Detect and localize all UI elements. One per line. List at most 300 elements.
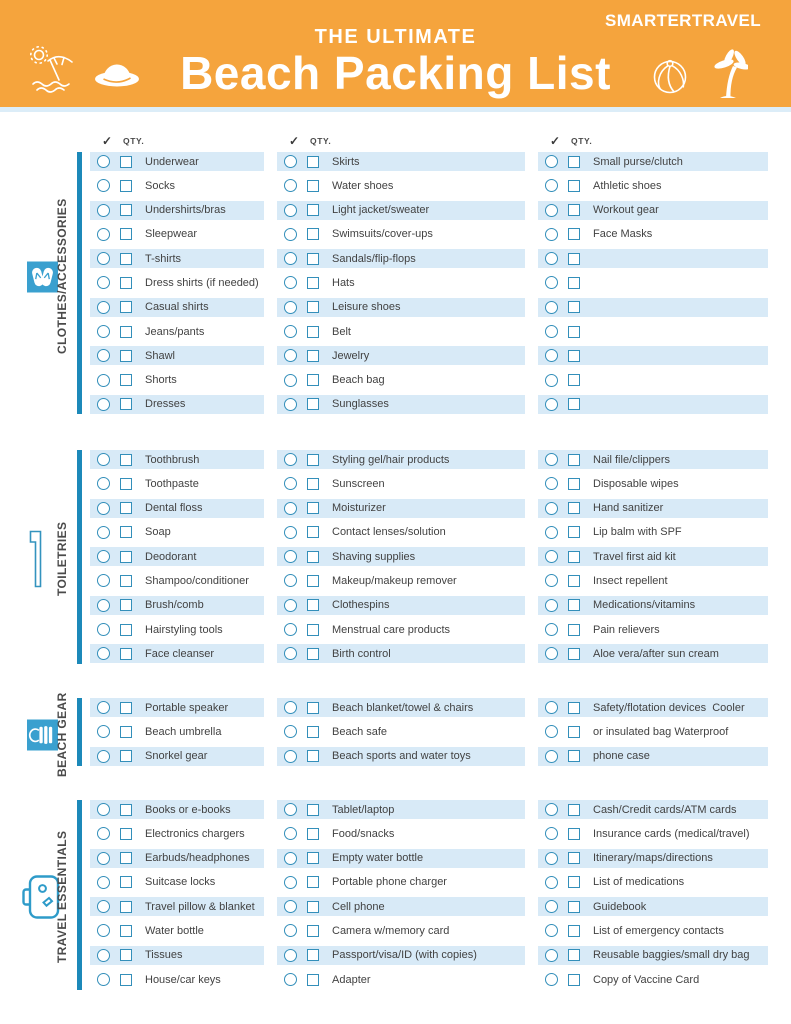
check-circle[interactable] — [545, 349, 558, 362]
checklist-row — [538, 176, 768, 195]
item-label: Camera w/memory card — [332, 924, 450, 937]
checklist-row — [90, 722, 264, 741]
check-circle[interactable] — [545, 647, 558, 660]
check-circle[interactable] — [545, 725, 558, 738]
checklist-row — [90, 873, 264, 892]
qty-box[interactable] — [307, 526, 319, 538]
check-circle[interactable] — [545, 179, 558, 192]
check-circle[interactable] — [545, 574, 558, 587]
qty-column-header: QTY. — [310, 135, 332, 146]
qty-box[interactable] — [568, 277, 580, 289]
qty-box[interactable] — [568, 301, 580, 313]
check-circle[interactable] — [284, 949, 297, 962]
section-accent-bar — [77, 800, 82, 990]
qty-box[interactable] — [307, 478, 319, 490]
qty-box[interactable] — [568, 575, 580, 587]
check-circle[interactable] — [97, 477, 110, 490]
check-circle[interactable] — [545, 325, 558, 338]
check-circle[interactable] — [545, 973, 558, 986]
check-circle[interactable] — [545, 623, 558, 636]
qty-box[interactable] — [120, 526, 132, 538]
item-label: Face Masks — [593, 228, 653, 241]
column-header — [90, 134, 264, 147]
qty-box[interactable] — [120, 901, 132, 913]
check-circle[interactable] — [545, 204, 558, 217]
checklist-column — [538, 800, 768, 994]
item-label: Underwear — [145, 155, 199, 168]
qty-box[interactable] — [568, 454, 580, 466]
qty-box[interactable] — [120, 350, 132, 362]
qty-box[interactable] — [120, 180, 132, 192]
checklist-row — [538, 946, 768, 965]
check-circle[interactable] — [284, 900, 297, 913]
check-circle[interactable] — [284, 374, 297, 387]
qty-box[interactable] — [307, 253, 319, 265]
check-circle[interactable] — [545, 301, 558, 314]
qty-box[interactable] — [307, 502, 319, 514]
checklist-row — [277, 322, 525, 341]
qty-box[interactable] — [120, 949, 132, 961]
qty-box[interactable] — [568, 350, 580, 362]
item-label: Shampoo/conditioner — [145, 574, 249, 587]
item-label: Makeup/makeup remover — [332, 574, 457, 587]
item-label: Shorts — [145, 374, 177, 387]
item-label: Beach umbrella — [145, 725, 222, 738]
check-circle[interactable] — [545, 526, 558, 539]
item-label: Sandals/flip-flops — [332, 252, 416, 265]
check-circle[interactable] — [97, 179, 110, 192]
checklist-row — [538, 921, 768, 940]
qty-box[interactable] — [120, 156, 132, 168]
check-circle[interactable] — [545, 502, 558, 515]
item-label: Menstrual care products — [332, 623, 450, 636]
qty-box[interactable] — [568, 876, 580, 888]
checklist-row — [277, 523, 525, 542]
qty-box[interactable] — [307, 974, 319, 986]
qty-box[interactable] — [568, 156, 580, 168]
check-circle[interactable] — [284, 228, 297, 241]
qty-box[interactable] — [307, 228, 319, 240]
checklist-row — [538, 970, 768, 989]
item-label: Dresses — [145, 398, 186, 411]
qty-box[interactable] — [120, 750, 132, 762]
check-circle[interactable] — [545, 252, 558, 265]
item-label: Medications/vitamins — [593, 599, 696, 612]
qty-box[interactable] — [307, 326, 319, 338]
check-circle[interactable] — [545, 924, 558, 937]
check-circle[interactable] — [284, 276, 297, 289]
checklist-column — [90, 698, 264, 771]
qty-box[interactable] — [120, 374, 132, 386]
item-label: Safety/flotation devices Cooler — [593, 701, 745, 714]
item-label: Toothpaste — [145, 477, 199, 490]
check-circle[interactable] — [545, 599, 558, 612]
item-label: phone case — [593, 750, 650, 763]
qty-box[interactable] — [120, 326, 132, 338]
qty-box[interactable] — [307, 750, 319, 762]
item-label: Insurance cards (medical/travel) — [593, 827, 750, 840]
check-circle[interactable] — [284, 179, 297, 192]
check-circle[interactable] — [97, 374, 110, 387]
item-label: Undershirts/bras — [145, 204, 226, 217]
check-circle[interactable] — [97, 228, 110, 241]
item-label: Nail file/clippers — [593, 453, 671, 466]
checklist-row — [90, 620, 264, 639]
checklist-column — [538, 450, 768, 669]
qty-box[interactable] — [568, 828, 580, 840]
check-circle[interactable] — [284, 252, 297, 265]
item-label: or insulated bag Waterproof — [593, 725, 729, 738]
check-circle[interactable] — [545, 276, 558, 289]
check-circle[interactable] — [97, 325, 110, 338]
checklist-row — [277, 547, 525, 566]
qty-box[interactable] — [120, 277, 132, 289]
check-circle[interactable] — [284, 398, 297, 411]
qty-box[interactable] — [307, 398, 319, 410]
item-label: Water bottle — [145, 924, 204, 937]
item-label: Swimsuits/cover-ups — [332, 228, 433, 241]
check-circle[interactable] — [284, 204, 297, 217]
check-circle[interactable] — [97, 876, 110, 889]
qty-box[interactable] — [120, 925, 132, 937]
qty-box[interactable] — [120, 599, 132, 611]
qty-box[interactable] — [120, 828, 132, 840]
qty-box[interactable] — [120, 253, 132, 265]
check-circle[interactable] — [97, 398, 110, 411]
qty-box[interactable] — [120, 502, 132, 514]
check-circle[interactable] — [97, 827, 110, 840]
qty-box[interactable] — [568, 648, 580, 660]
item-label: Hairstyling tools — [145, 623, 223, 636]
check-circle[interactable] — [284, 973, 297, 986]
check-circle[interactable] — [545, 803, 558, 816]
checklist-row — [538, 722, 768, 741]
item-label: Clothespins — [332, 599, 390, 612]
checklist-row — [90, 322, 264, 341]
checklist-row — [538, 322, 768, 341]
qty-box[interactable] — [568, 901, 580, 913]
qty-box[interactable] — [120, 398, 132, 410]
check-circle[interactable] — [97, 526, 110, 539]
qty-box[interactable] — [307, 277, 319, 289]
check-circle[interactable] — [284, 599, 297, 612]
item-label: Styling gel/hair products — [332, 453, 450, 466]
checklist-row — [538, 897, 768, 916]
qty-box[interactable] — [307, 702, 319, 714]
check-column-header: ✓ — [288, 133, 300, 148]
check-circle[interactable] — [97, 647, 110, 660]
page-header — [0, 0, 791, 112]
check-circle[interactable] — [545, 155, 558, 168]
check-circle[interactable] — [97, 725, 110, 738]
qty-box[interactable] — [307, 828, 319, 840]
item-label: Small purse/clutch — [593, 155, 683, 168]
item-label: Socks — [145, 179, 175, 192]
qty-box[interactable] — [120, 228, 132, 240]
check-circle[interactable] — [97, 949, 110, 962]
item-label: Earbuds/headphones — [145, 852, 250, 865]
checklist-row — [90, 346, 264, 365]
qty-box[interactable] — [568, 253, 580, 265]
checklist-row — [277, 849, 525, 868]
checklist-row — [538, 644, 768, 663]
check-circle[interactable] — [97, 252, 110, 265]
item-label: Empty water bottle — [332, 852, 424, 865]
check-circle[interactable] — [545, 453, 558, 466]
qty-box[interactable] — [120, 301, 132, 313]
item-label: Contact lenses/solution — [332, 526, 446, 539]
check-circle[interactable] — [545, 228, 558, 241]
qty-box[interactable] — [307, 804, 319, 816]
item-label: Moisturizer — [332, 502, 386, 515]
column-header — [277, 134, 525, 147]
qty-box[interactable] — [568, 398, 580, 410]
palm-tree-icon — [708, 46, 748, 100]
check-circle[interactable] — [97, 453, 110, 466]
check-circle[interactable] — [545, 876, 558, 889]
qty-box[interactable] — [568, 702, 580, 714]
check-circle[interactable] — [97, 502, 110, 515]
qty-box[interactable] — [307, 156, 319, 168]
qty-box[interactable] — [307, 949, 319, 961]
qty-box[interactable] — [568, 750, 580, 762]
qty-box[interactable] — [120, 648, 132, 660]
checklist-row — [90, 596, 264, 615]
qty-box[interactable] — [307, 876, 319, 888]
qty-box[interactable] — [307, 374, 319, 386]
check-circle[interactable] — [97, 803, 110, 816]
item-label: List of emergency contacts — [593, 924, 724, 937]
qty-box[interactable] — [568, 478, 580, 490]
check-circle[interactable] — [284, 647, 297, 660]
checklist-column — [277, 800, 525, 994]
qty-box[interactable] — [307, 454, 319, 466]
qty-box[interactable] — [307, 204, 319, 216]
check-column-header: ✓ — [101, 133, 113, 148]
qty-box[interactable] — [120, 551, 132, 563]
qty-box[interactable] — [568, 599, 580, 611]
item-label: Birth control — [332, 647, 391, 660]
item-label: Guidebook — [593, 900, 647, 913]
qty-box[interactable] — [307, 301, 319, 313]
qty-box[interactable] — [568, 204, 580, 216]
check-circle[interactable] — [284, 701, 297, 714]
qty-box[interactable] — [307, 901, 319, 913]
check-circle[interactable] — [284, 924, 297, 937]
qty-box[interactable] — [307, 599, 319, 611]
qty-box[interactable] — [307, 648, 319, 660]
checklist-row — [277, 249, 525, 268]
qty-box[interactable] — [307, 575, 319, 587]
qty-box[interactable] — [120, 624, 132, 636]
check-circle[interactable] — [97, 973, 110, 986]
qty-box[interactable] — [307, 350, 319, 362]
check-circle[interactable] — [284, 301, 297, 314]
column-header — [538, 134, 768, 147]
qty-box[interactable] — [120, 804, 132, 816]
section-columns — [90, 698, 791, 771]
section-columns — [90, 450, 791, 669]
check-circle[interactable] — [284, 155, 297, 168]
check-circle[interactable] — [97, 349, 110, 362]
qty-box[interactable] — [307, 925, 319, 937]
qty-box[interactable] — [307, 624, 319, 636]
checklist-row — [277, 571, 525, 590]
qty-box[interactable] — [568, 374, 580, 386]
check-circle[interactable] — [97, 599, 110, 612]
checklist-row — [277, 747, 525, 766]
qty-box[interactable] — [568, 551, 580, 563]
check-circle[interactable] — [97, 852, 110, 865]
checklist-row — [277, 176, 525, 195]
qty-box[interactable] — [568, 726, 580, 738]
checklist-row — [538, 620, 768, 639]
check-circle[interactable] — [284, 526, 297, 539]
check-circle[interactable] — [545, 374, 558, 387]
item-label: Skirts — [332, 155, 360, 168]
check-circle[interactable] — [97, 924, 110, 937]
check-circle[interactable] — [545, 750, 558, 763]
item-label: Tissues — [145, 949, 183, 962]
check-circle[interactable] — [284, 725, 297, 738]
section — [0, 450, 791, 668]
check-circle[interactable] — [545, 827, 558, 840]
check-circle[interactable] — [284, 574, 297, 587]
beach-ball-icon — [650, 56, 690, 96]
checklist-row — [90, 201, 264, 220]
qty-box[interactable] — [120, 852, 132, 864]
check-circle[interactable] — [284, 852, 297, 865]
qty-box[interactable] — [120, 702, 132, 714]
item-label: Beach sports and water toys — [332, 750, 471, 763]
qty-box[interactable] — [568, 949, 580, 961]
check-circle[interactable] — [97, 900, 110, 913]
check-circle[interactable] — [284, 325, 297, 338]
checklist-row — [277, 620, 525, 639]
qty-box[interactable] — [120, 454, 132, 466]
item-label: Passport/visa/ID (with copies) — [332, 949, 477, 962]
checklist-row — [90, 273, 264, 292]
checklist-row — [277, 225, 525, 244]
item-label: Sunscreen — [332, 477, 385, 490]
qty-box[interactable] — [568, 974, 580, 986]
checklist-row — [90, 395, 264, 414]
check-circle[interactable] — [545, 477, 558, 490]
qty-box[interactable] — [307, 551, 319, 563]
check-circle[interactable] — [97, 574, 110, 587]
checklist-row — [90, 152, 264, 171]
qty-box[interactable] — [120, 726, 132, 738]
checklist-column — [90, 450, 264, 669]
check-circle[interactable] — [284, 502, 297, 515]
item-label: Travel pillow & blanket — [145, 900, 255, 913]
qty-column-header: QTY. — [571, 135, 593, 146]
qty-box[interactable] — [307, 726, 319, 738]
checklist-column — [538, 134, 768, 419]
check-circle[interactable] — [97, 623, 110, 636]
qty-box[interactable] — [568, 502, 580, 514]
check-circle[interactable] — [97, 301, 110, 314]
check-circle[interactable] — [284, 349, 297, 362]
check-circle[interactable] — [284, 453, 297, 466]
check-circle[interactable] — [284, 750, 297, 763]
checklist-row — [90, 371, 264, 390]
qty-box[interactable] — [568, 925, 580, 937]
check-circle[interactable] — [284, 623, 297, 636]
checklist-row — [277, 873, 525, 892]
section-label: BEACH GEAR — [55, 692, 69, 777]
checklist-column — [277, 134, 525, 419]
check-circle[interactable] — [545, 550, 558, 563]
checklist-row — [538, 249, 768, 268]
section-label: TOILETRIES — [55, 521, 69, 597]
qty-box[interactable] — [568, 804, 580, 816]
qty-box[interactable] — [568, 624, 580, 636]
check-circle[interactable] — [545, 398, 558, 411]
qty-box[interactable] — [568, 180, 580, 192]
check-circle[interactable] — [284, 550, 297, 563]
check-circle[interactable] — [97, 276, 110, 289]
item-label: Jeans/pants — [145, 325, 205, 338]
checklist-row — [538, 571, 768, 590]
check-circle[interactable] — [284, 803, 297, 816]
checklist-row — [538, 395, 768, 414]
item-label: Deodorant — [145, 550, 197, 563]
checklist-row — [277, 499, 525, 518]
qty-box[interactable] — [568, 326, 580, 338]
checklist-row — [538, 698, 768, 717]
check-circle[interactable] — [97, 550, 110, 563]
check-circle[interactable] — [545, 949, 558, 962]
qty-box[interactable] — [568, 526, 580, 538]
section — [0, 692, 791, 777]
item-label: Travel first aid kit — [593, 550, 676, 563]
check-circle[interactable] — [545, 852, 558, 865]
qty-box[interactable] — [307, 180, 319, 192]
item-label: Food/snacks — [332, 827, 395, 840]
item-label: Face cleanser — [145, 647, 215, 660]
checklist-row — [538, 596, 768, 615]
item-label: House/car keys — [145, 973, 221, 986]
checklist-column — [538, 698, 768, 771]
qty-box[interactable] — [568, 228, 580, 240]
check-circle[interactable] — [284, 876, 297, 889]
check-circle[interactable] — [97, 701, 110, 714]
item-label: Portable phone charger — [332, 876, 447, 889]
check-circle[interactable] — [97, 750, 110, 763]
qty-box[interactable] — [120, 876, 132, 888]
item-label: Dental floss — [145, 502, 203, 515]
item-label: Brush/comb — [145, 599, 204, 612]
check-circle[interactable] — [284, 477, 297, 490]
check-circle[interactable] — [284, 827, 297, 840]
check-circle[interactable] — [97, 155, 110, 168]
item-label: Hand sanitizer — [593, 502, 664, 515]
qty-box[interactable] — [120, 974, 132, 986]
qty-box[interactable] — [568, 852, 580, 864]
qty-box[interactable] — [307, 852, 319, 864]
checklist-row — [277, 644, 525, 663]
check-circle[interactable] — [545, 900, 558, 913]
check-circle[interactable] — [545, 701, 558, 714]
qty-box[interactable] — [120, 204, 132, 216]
checklist-row — [90, 523, 264, 542]
qty-box[interactable] — [120, 575, 132, 587]
item-label: Reusable baggies/small dry bag — [593, 949, 750, 962]
item-label: Workout gear — [593, 204, 659, 217]
check-circle[interactable] — [97, 204, 110, 217]
qty-box[interactable] — [120, 478, 132, 490]
